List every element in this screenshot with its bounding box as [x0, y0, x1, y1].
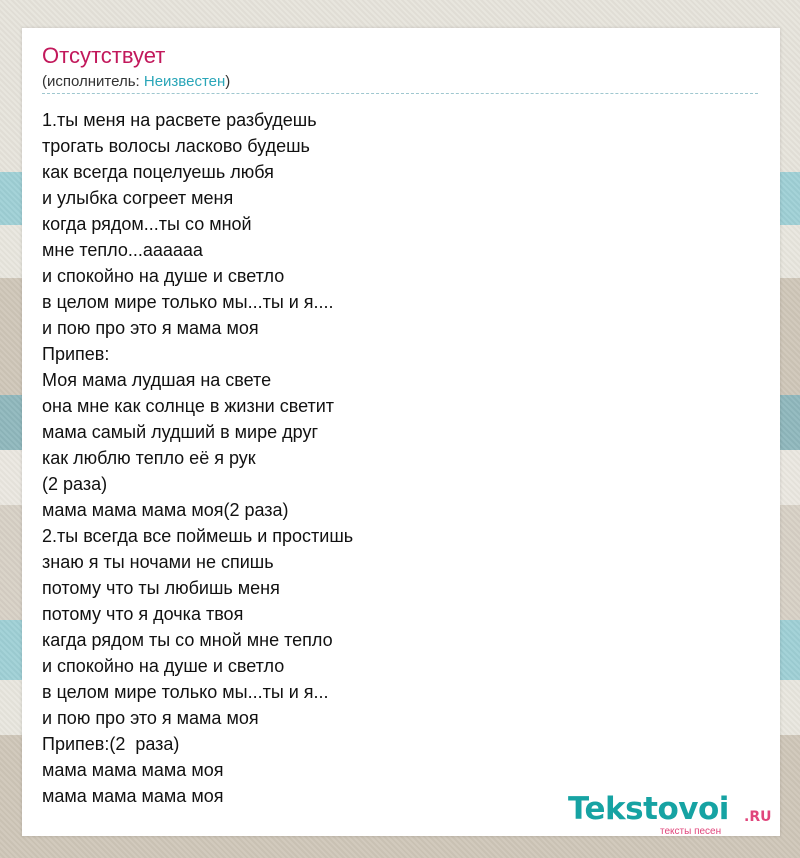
song-title: Отсутствует [42, 43, 166, 68]
lyric-line: 1.ты меня на расвете разбудешь [42, 110, 317, 130]
lyric-line: потому что ты любишь меня [42, 578, 280, 598]
logo-domain: .RU [744, 809, 772, 825]
lyric-line: мама мама мама моя(2 раза) [42, 500, 289, 520]
lyric-line: когда рядом...ты со мной [42, 214, 252, 234]
lyrics-card [22, 28, 780, 836]
artist-line [42, 73, 230, 91]
lyrics-text [42, 107, 353, 809]
logo-tagline: тексты песен [660, 826, 722, 837]
lyric-line: и пою про это я мама моя [42, 708, 259, 728]
lyric-line: Припев: [42, 344, 110, 364]
lyric-line: кагда рядом ты со мной мне тепло [42, 630, 333, 650]
lyric-line: Моя мама лудшая на свете [42, 370, 272, 390]
lyric-line: мама мама мама моя [42, 760, 224, 780]
lyric-line: Припев:(2 раза) [42, 734, 180, 754]
lyric-line: трогать волосы ласково будешь [42, 136, 310, 156]
lyric-line: как люблю тепло её я рук [42, 448, 256, 468]
lyric-line: в целом мире только мы...ты и я.... [42, 292, 334, 312]
lyric-line: (2 раза) [42, 474, 108, 494]
artist-prefix: (исполнитель: [42, 73, 144, 90]
artist-suffix: ) [225, 73, 231, 90]
lyric-line: и пою про это я мама моя [42, 318, 259, 338]
lyric-line: в целом мире только мы...ты и я... [42, 682, 329, 702]
lyric-line: и улыбка согреет меня [42, 188, 234, 208]
artist-link[interactable]: Неизвестен [143, 73, 226, 90]
title-divider [42, 93, 758, 94]
site-logo[interactable] [568, 790, 778, 836]
lyric-line: она мне как солнце в жизни светит [42, 396, 335, 416]
logo-wordmark: Tekstovoi [568, 791, 729, 827]
lyric-line: потому что я дочка твоя [42, 604, 244, 624]
lyric-line: и спокойно на душе и светло [42, 656, 285, 676]
lyric-line: мама самый лудший в мире друг [42, 422, 319, 442]
lyric-line: и спокойно на душе и светло [42, 266, 285, 286]
lyric-line: 2.ты всегда все поймешь и простишь [42, 526, 354, 546]
lyric-line: как всегда поцелуешь любя [42, 162, 274, 182]
lyric-line: мама мама мама моя [42, 786, 224, 806]
lyric-line: мне тепло...аааааа [42, 240, 203, 260]
lyric-line: знаю я ты ночами не спишь [42, 552, 274, 572]
